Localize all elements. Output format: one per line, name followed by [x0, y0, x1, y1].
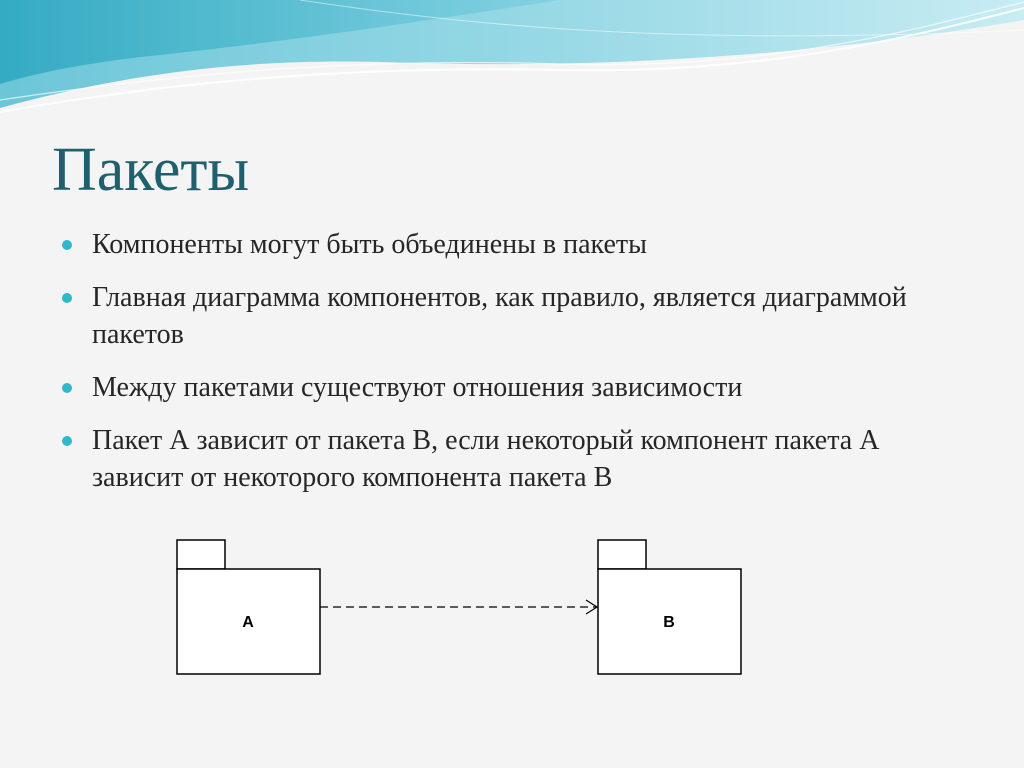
header-wave-decoration [0, 0, 1024, 120]
bullet-item [62, 279, 962, 353]
package-diagram [160, 530, 760, 690]
bullet-text: Пакет А зависит от пакета В, если некоторый компонент пакета А зависит от некоторого компонента пакета В [92, 425, 880, 493]
slide-title: Пакеты [52, 136, 250, 204]
bullet-item [62, 369, 962, 406]
bullet-dot-icon [62, 240, 72, 250]
package-b [598, 540, 741, 674]
package-a [177, 540, 320, 674]
bullet-dot-icon [62, 293, 72, 303]
bullet-text: Компоненты могут быть объединены в пакеты [92, 229, 647, 260]
bullet-item [62, 226, 962, 263]
dependency-arrow [320, 600, 597, 614]
bullet-list [62, 226, 962, 512]
bullet-text: Главная диаграмма компонентов, как правило, является диаграммой пакетов [92, 282, 907, 350]
bullet-text: Между пакетами существуют отношения зависимости [92, 372, 743, 403]
bullet-dot-icon [62, 436, 72, 446]
package-b-label: B [663, 614, 675, 631]
bullet-dot-icon [62, 383, 72, 393]
package-a-label: A [242, 614, 254, 631]
bullet-item [62, 422, 962, 496]
